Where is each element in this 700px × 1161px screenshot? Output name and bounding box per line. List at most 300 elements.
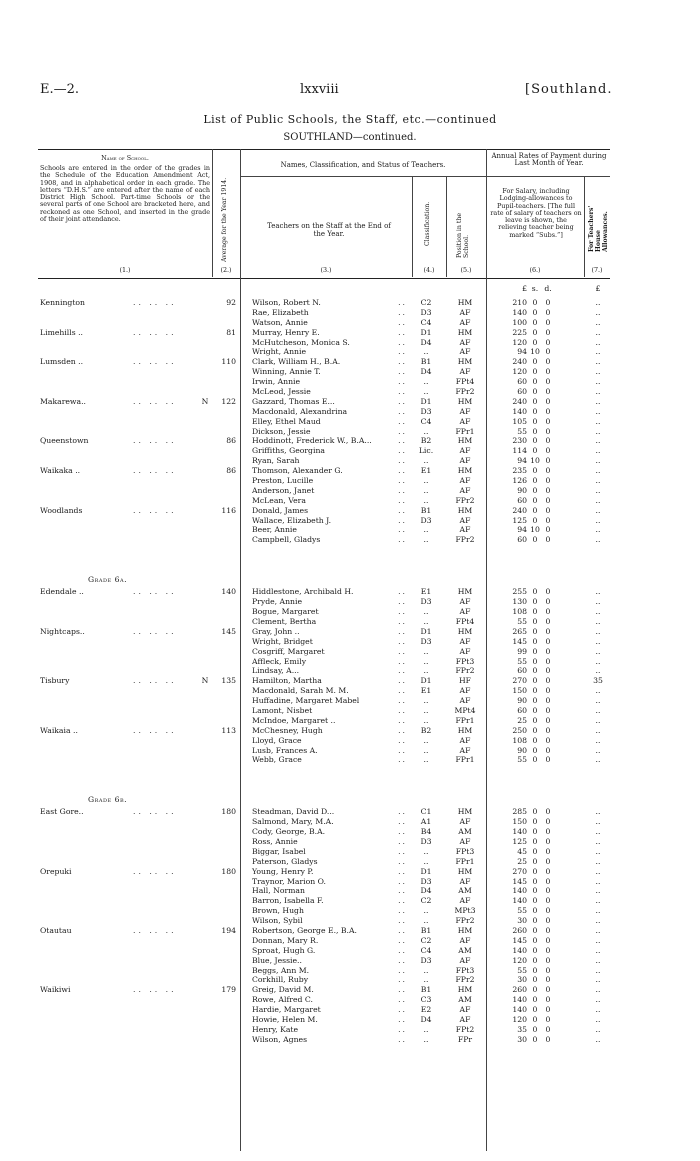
house-allowance: ..: [595, 495, 601, 505]
school-flag: N: [201, 396, 209, 406]
col-number-1: (1.): [119, 266, 131, 274]
house-allowance: ..: [595, 725, 601, 735]
classification: C3: [420, 995, 432, 1005]
salary-shillings: 0: [532, 866, 538, 876]
school-name: Queenstown: [40, 436, 89, 446]
salary-shillings: 0: [532, 466, 538, 476]
position: FPt2: [455, 1024, 475, 1034]
leader-dots: ..: [398, 666, 407, 676]
teacher-name: Brown, Hugh: [252, 906, 304, 916]
leader-dots: ..: [398, 935, 407, 945]
salary-pence: 0: [545, 995, 551, 1005]
house-allowance: ..: [595, 317, 601, 327]
leader-dots: ..: [398, 317, 407, 327]
leader-dots: ..: [398, 505, 407, 515]
leader-dots: ..: [398, 866, 407, 876]
salary-pence: 0: [545, 817, 551, 827]
leader-dots: ..: [398, 377, 407, 387]
salary-pence: 0: [545, 866, 551, 876]
position: AF: [459, 876, 471, 886]
table-row: [0, 676, 700, 686]
classification: B1: [420, 985, 432, 995]
leader-dots: ..: [398, 636, 407, 646]
salary-pence: 0: [545, 985, 551, 995]
table-row: [0, 837, 700, 847]
position: AF: [459, 836, 471, 846]
salary-shillings: 0: [532, 817, 538, 827]
house-allowance: ..: [595, 456, 601, 466]
salary-pounds: 55: [517, 426, 527, 436]
grade-heading-row: [0, 575, 700, 587]
average-attendance: 116: [221, 505, 236, 515]
classification: D3: [420, 876, 432, 886]
salary-shillings: 0: [532, 367, 538, 377]
leader-dots: ..: [398, 735, 407, 745]
table-row: [0, 456, 700, 466]
teacher-name: Huffadine, Margaret Mabel: [252, 696, 360, 706]
salary-pence: 0: [545, 827, 551, 837]
salary-pence: 0: [545, 597, 551, 607]
house-allowance: ..: [595, 406, 601, 416]
teacher-name: Rae, Elizabeth: [252, 307, 309, 317]
leader-dots: ..: [398, 807, 407, 817]
classification: C2: [420, 298, 432, 307]
salary-pounds: 25: [517, 715, 527, 725]
salary-pence: 0: [545, 357, 551, 367]
position: FPr: [457, 1034, 473, 1044]
salary-pence: 0: [545, 476, 551, 486]
classification: ..: [423, 426, 429, 436]
house-allowance: ..: [595, 466, 601, 476]
teacher-name: Donnan, Mary R.: [252, 935, 319, 945]
table-row: [0, 755, 700, 765]
position: HM: [457, 298, 473, 307]
teacher-name: Hiddlestone, Archibald H.: [252, 587, 354, 597]
position: AF: [459, 1005, 471, 1015]
position: AM: [458, 827, 472, 837]
average-attendance: 86: [226, 466, 236, 476]
classification: E1: [420, 466, 432, 476]
leader-dots: ..: [398, 1015, 407, 1024]
divider: [412, 176, 413, 277]
salary-pounds: 140: [512, 886, 527, 896]
salary-shillings: 0: [532, 416, 538, 426]
salary-pence: 0: [545, 1024, 551, 1034]
house-allowance: ..: [595, 896, 601, 906]
teacher-name: Hall, Norman: [252, 886, 305, 896]
position: FPt3: [455, 656, 475, 666]
salary-shillings: 0: [532, 975, 538, 985]
classification: C4: [420, 317, 432, 327]
salary-pence: 0: [545, 307, 551, 317]
position: AM: [458, 945, 472, 955]
house-allowance: ..: [595, 686, 601, 696]
house-allowance: ..: [595, 347, 601, 357]
salary-pounds: 60: [517, 666, 527, 676]
teacher-name: Beer, Annie: [252, 525, 297, 535]
classification: B1: [420, 505, 432, 515]
leader-dots: .. .. ..: [133, 985, 177, 995]
position-column-title: Position in the School.: [456, 213, 470, 258]
classification: B1: [420, 925, 432, 935]
position: HM: [457, 985, 473, 995]
table-row: [0, 916, 700, 926]
position: AF: [459, 317, 471, 327]
names-group-title: Names, Classification, and Status of Teachers.: [280, 161, 446, 169]
salary-pounds: 120: [512, 337, 527, 347]
salary-shillings: 10: [530, 347, 540, 357]
salary-shillings: 0: [532, 735, 538, 745]
table-row: [0, 946, 700, 956]
salary-shillings: 0: [532, 955, 538, 965]
salary-pence: 0: [545, 705, 551, 715]
grade-heading: Grade 6b.: [88, 795, 128, 805]
salary-pounds: 94: [517, 525, 527, 535]
salary-shillings: 0: [532, 725, 538, 735]
salary-shillings: 0: [532, 485, 538, 495]
house-allowance: ..: [595, 705, 601, 715]
table-row: [0, 318, 700, 328]
teacher-name: Anderson, Janet: [252, 485, 315, 495]
table-row: [0, 637, 700, 647]
leader-dots: ..: [398, 896, 407, 906]
classification: D1: [420, 396, 432, 406]
table-row: [0, 1005, 700, 1015]
leader-dots: ..: [398, 945, 407, 955]
salary-pence: 0: [545, 387, 551, 397]
salary-pounds: 94: [517, 456, 527, 466]
position: HM: [457, 626, 473, 636]
table-row: [0, 647, 700, 657]
table-row: [0, 995, 700, 1005]
salary-pounds: 265: [512, 626, 527, 636]
classification: E1: [420, 686, 432, 696]
classification: ..: [423, 1034, 429, 1044]
salary-pence: 0: [545, 676, 551, 686]
teacher-name: McLean, Vera: [252, 495, 306, 505]
col-number-2: (2.): [220, 266, 232, 274]
salary-pounds: 255: [512, 587, 527, 597]
classification: ..: [423, 666, 429, 676]
teacher-name: Beggs, Ann M.: [252, 965, 310, 975]
teacher-name: Wright, Annie: [252, 347, 306, 357]
table-row: [0, 506, 700, 516]
page-subtitle: SOUTHLAND—continued.: [283, 132, 417, 143]
table-row: [0, 726, 700, 736]
table-row: [0, 535, 700, 545]
leader-dots: ..: [398, 535, 407, 545]
table-row: [0, 338, 700, 348]
classification: C2: [420, 896, 432, 906]
leader-dots: ..: [398, 725, 407, 735]
house-allowance: ..: [595, 377, 601, 387]
table-row: [0, 627, 700, 637]
salary-pence: 0: [545, 406, 551, 416]
teacher-name: Lamont, Nisbet: [252, 705, 313, 715]
position: AF: [459, 347, 471, 357]
divider: [584, 176, 585, 277]
salary-shillings: 0: [532, 607, 538, 617]
position: AF: [459, 607, 471, 617]
average-attendance: 86: [226, 436, 236, 446]
classification: C4: [420, 416, 432, 426]
salary-shillings: 0: [532, 896, 538, 906]
leader-dots: ..: [398, 495, 407, 505]
salary-pence: 0: [545, 367, 551, 377]
position: HM: [457, 436, 473, 446]
teacher-name: Blue, Jessie..: [252, 955, 302, 965]
classification: ..: [423, 485, 429, 495]
house-allowance: ..: [595, 696, 601, 706]
table-row: [0, 896, 700, 906]
classification: B4: [420, 827, 432, 837]
salary-shillings: 0: [532, 686, 538, 696]
rates-group-title: Annual Rates of Payment during Last Month of Year.: [491, 152, 607, 168]
salary-pounds: 270: [512, 866, 527, 876]
salary-pence: 0: [545, 1005, 551, 1015]
leader-dots: ..: [398, 827, 407, 837]
leader-dots: ..: [398, 357, 407, 367]
leader-dots: ..: [398, 705, 407, 715]
school-name: Otautau: [40, 925, 72, 935]
leader-dots: ..: [398, 426, 407, 436]
salary-pence: 0: [545, 656, 551, 666]
house-allowance: ..: [595, 626, 601, 636]
house-allowance: ..: [595, 886, 601, 896]
salary-pounds: 35: [517, 1024, 527, 1034]
position: HM: [457, 396, 473, 406]
salary-shillings: 0: [532, 656, 538, 666]
classification: ..: [423, 846, 429, 856]
classification: D3: [420, 515, 432, 525]
salary-pounds: 30: [517, 1034, 527, 1044]
leader-dots: ..: [398, 846, 407, 856]
salary-shillings: 0: [532, 495, 538, 505]
average-attendance: 145: [221, 626, 236, 636]
table-row: [0, 516, 700, 526]
position: AF: [459, 515, 471, 525]
teacher-name: Murray, Henry E.: [252, 327, 320, 337]
leader-dots: ..: [398, 367, 407, 377]
salary-pounds: 125: [512, 836, 527, 846]
leader-dots: ..: [398, 876, 407, 886]
house-allowance: ..: [595, 327, 601, 337]
teacher-name: Thomson, Alexander G.: [252, 466, 343, 476]
salary-pence: 0: [545, 515, 551, 525]
teacher-name: Macdonald, Alexandrina: [252, 406, 348, 416]
classification: ..: [423, 607, 429, 617]
position: FPt4: [455, 377, 475, 387]
table-row: [0, 476, 700, 486]
salary-shillings: 0: [532, 935, 538, 945]
house-allowance: ..: [595, 965, 601, 975]
salary-pence: 0: [545, 436, 551, 446]
teacher-name: Wright, Bridget: [252, 636, 313, 646]
leader-dots: ..: [398, 476, 407, 486]
table-row: [0, 746, 700, 756]
table-row: [0, 666, 700, 676]
salary-pounds: 60: [517, 387, 527, 397]
salary-pence: 0: [545, 725, 551, 735]
classification: ..: [423, 735, 429, 745]
school-name: Tisbury: [40, 676, 70, 686]
salary-pounds: 225: [512, 327, 527, 337]
average-attendance: 122: [221, 396, 236, 406]
salary-pence: 0: [545, 337, 551, 347]
teacher-name: Watson, Annie: [252, 317, 308, 327]
salary-shillings: 0: [532, 925, 538, 935]
salary-pounds: 145: [512, 876, 527, 886]
table-row: [0, 387, 700, 397]
leader-dots: ..: [398, 995, 407, 1005]
teacher-name: Hoddinott, Frederick W., B.A...: [252, 436, 372, 446]
salary-pence: 0: [545, 735, 551, 745]
house-allowance: ..: [595, 916, 601, 926]
position: FPt3: [455, 846, 475, 856]
teacher-name: McHutcheson, Monica S.: [252, 337, 350, 347]
salary-shillings: 0: [532, 696, 538, 706]
average-attendance: 180: [221, 866, 236, 876]
table-row: [0, 597, 700, 607]
leader-dots: ..: [398, 466, 407, 476]
table-row: [0, 407, 700, 417]
leader-dots: ..: [398, 436, 407, 446]
leader-dots: ..: [398, 836, 407, 846]
leader-dots: ..: [398, 916, 407, 926]
salary-pence: 0: [545, 807, 551, 817]
teacher-name: Hardie, Margaret: [252, 1005, 321, 1015]
house-allowance: ..: [595, 866, 601, 876]
table-row: [0, 486, 700, 496]
salary-pounds: 270: [512, 676, 527, 686]
salary-pence: 0: [545, 377, 551, 387]
divider: [446, 176, 447, 277]
salary-pounds: 60: [517, 705, 527, 715]
leader-dots: ..: [398, 975, 407, 985]
salary-pence: 0: [545, 906, 551, 916]
leader-dots: .. .. ..: [133, 466, 177, 476]
school-name: Limehills ..: [40, 327, 84, 337]
classification: D3: [420, 406, 432, 416]
salary-pounds: 285: [512, 807, 527, 817]
table-row: [0, 686, 700, 696]
classification: ..: [423, 715, 429, 725]
average-attendance: 113: [221, 725, 236, 735]
salary-pounds: 125: [512, 515, 527, 525]
leader-dots: ..: [398, 646, 407, 656]
table-row: [0, 956, 700, 966]
teacher-name: McLeod, Jessie: [252, 387, 311, 397]
classification: D4: [420, 367, 432, 377]
leader-dots: .. .. ..: [133, 436, 177, 446]
position: FPr1: [455, 426, 475, 436]
salary-pence: 0: [545, 495, 551, 505]
house-allowance: ..: [595, 367, 601, 377]
document-code: E.—2.: [40, 82, 80, 97]
house-allowance: ..: [595, 1024, 601, 1034]
house-allowance: ..: [595, 485, 601, 495]
house-allowance: ..: [595, 525, 601, 535]
salary-pence: 0: [545, 1034, 551, 1044]
table-row: [0, 446, 700, 456]
leader-dots: ..: [398, 307, 407, 317]
average-column-title: Average for the Year 1914.: [221, 177, 228, 262]
table-row: [0, 817, 700, 827]
salary-shillings: 0: [532, 1024, 538, 1034]
classification: ..: [423, 347, 429, 357]
classification: D3: [420, 597, 432, 607]
leader-dots: .. .. ..: [133, 327, 177, 337]
position: AM: [458, 995, 472, 1005]
salary-pounds: 120: [512, 367, 527, 377]
table-row: [0, 867, 700, 877]
salary-pounds: 230: [512, 436, 527, 446]
classification: D3: [420, 636, 432, 646]
average-attendance: 110: [221, 357, 236, 367]
house-allowance: ..: [595, 515, 601, 525]
salary-pounds: 120: [512, 955, 527, 965]
house-allowance: ..: [595, 1005, 601, 1015]
pounds-heading: £: [522, 284, 527, 293]
table-row: [0, 975, 700, 985]
salary-shillings: 0: [532, 626, 538, 636]
teacher-name: Henry, Kate: [252, 1024, 299, 1034]
school-column-title: Name of School.: [101, 154, 149, 162]
salary-pounds: 90: [517, 745, 527, 755]
salary-pence: 0: [545, 696, 551, 706]
teacher-name: Wilson, Robert N.: [252, 298, 321, 307]
salary-shillings: 0: [532, 876, 538, 886]
leader-dots: ..: [398, 607, 407, 617]
salary-shillings: 0: [532, 827, 538, 837]
table-row: [0, 886, 700, 896]
salary-pence: 0: [545, 975, 551, 985]
table-row: [0, 716, 700, 726]
average-attendance: 81: [226, 327, 236, 337]
salary-shillings: 0: [532, 426, 538, 436]
salary-shillings: 0: [532, 587, 538, 597]
leader-dots: ..: [398, 656, 407, 666]
leader-dots: ..: [398, 456, 407, 466]
teacher-name: Campbell, Gladys: [252, 535, 321, 545]
leader-dots: ..: [398, 416, 407, 426]
teachers-column-title: Teachers on the Staff at the End of the Year.: [267, 222, 391, 238]
salary-pounds: 55: [517, 965, 527, 975]
schools-table: [0, 284, 700, 1045]
position: HM: [457, 505, 473, 515]
salary-pence: 0: [545, 686, 551, 696]
salary-pence: 0: [545, 626, 551, 636]
position: AF: [459, 817, 471, 827]
salary-pence: 0: [545, 535, 551, 545]
salary-pounds: 114: [512, 446, 527, 456]
classification: ..: [423, 495, 429, 505]
salary-pence: 0: [545, 856, 551, 866]
position: AF: [459, 367, 471, 377]
salary-pounds: 140: [512, 406, 527, 416]
classification: ..: [423, 377, 429, 387]
salary-pence: 0: [545, 916, 551, 926]
teacher-name: Barron, Isabella F.: [252, 896, 324, 906]
salary-shillings: 0: [532, 636, 538, 646]
school-name: Makarewa..: [40, 396, 86, 406]
salary-shillings: 0: [532, 646, 538, 656]
house-allowance: ..: [595, 298, 601, 307]
school-name: Waikiwi: [40, 985, 71, 995]
position: AF: [459, 636, 471, 646]
salary-shillings: 0: [532, 715, 538, 725]
salary-pence: 0: [545, 745, 551, 755]
